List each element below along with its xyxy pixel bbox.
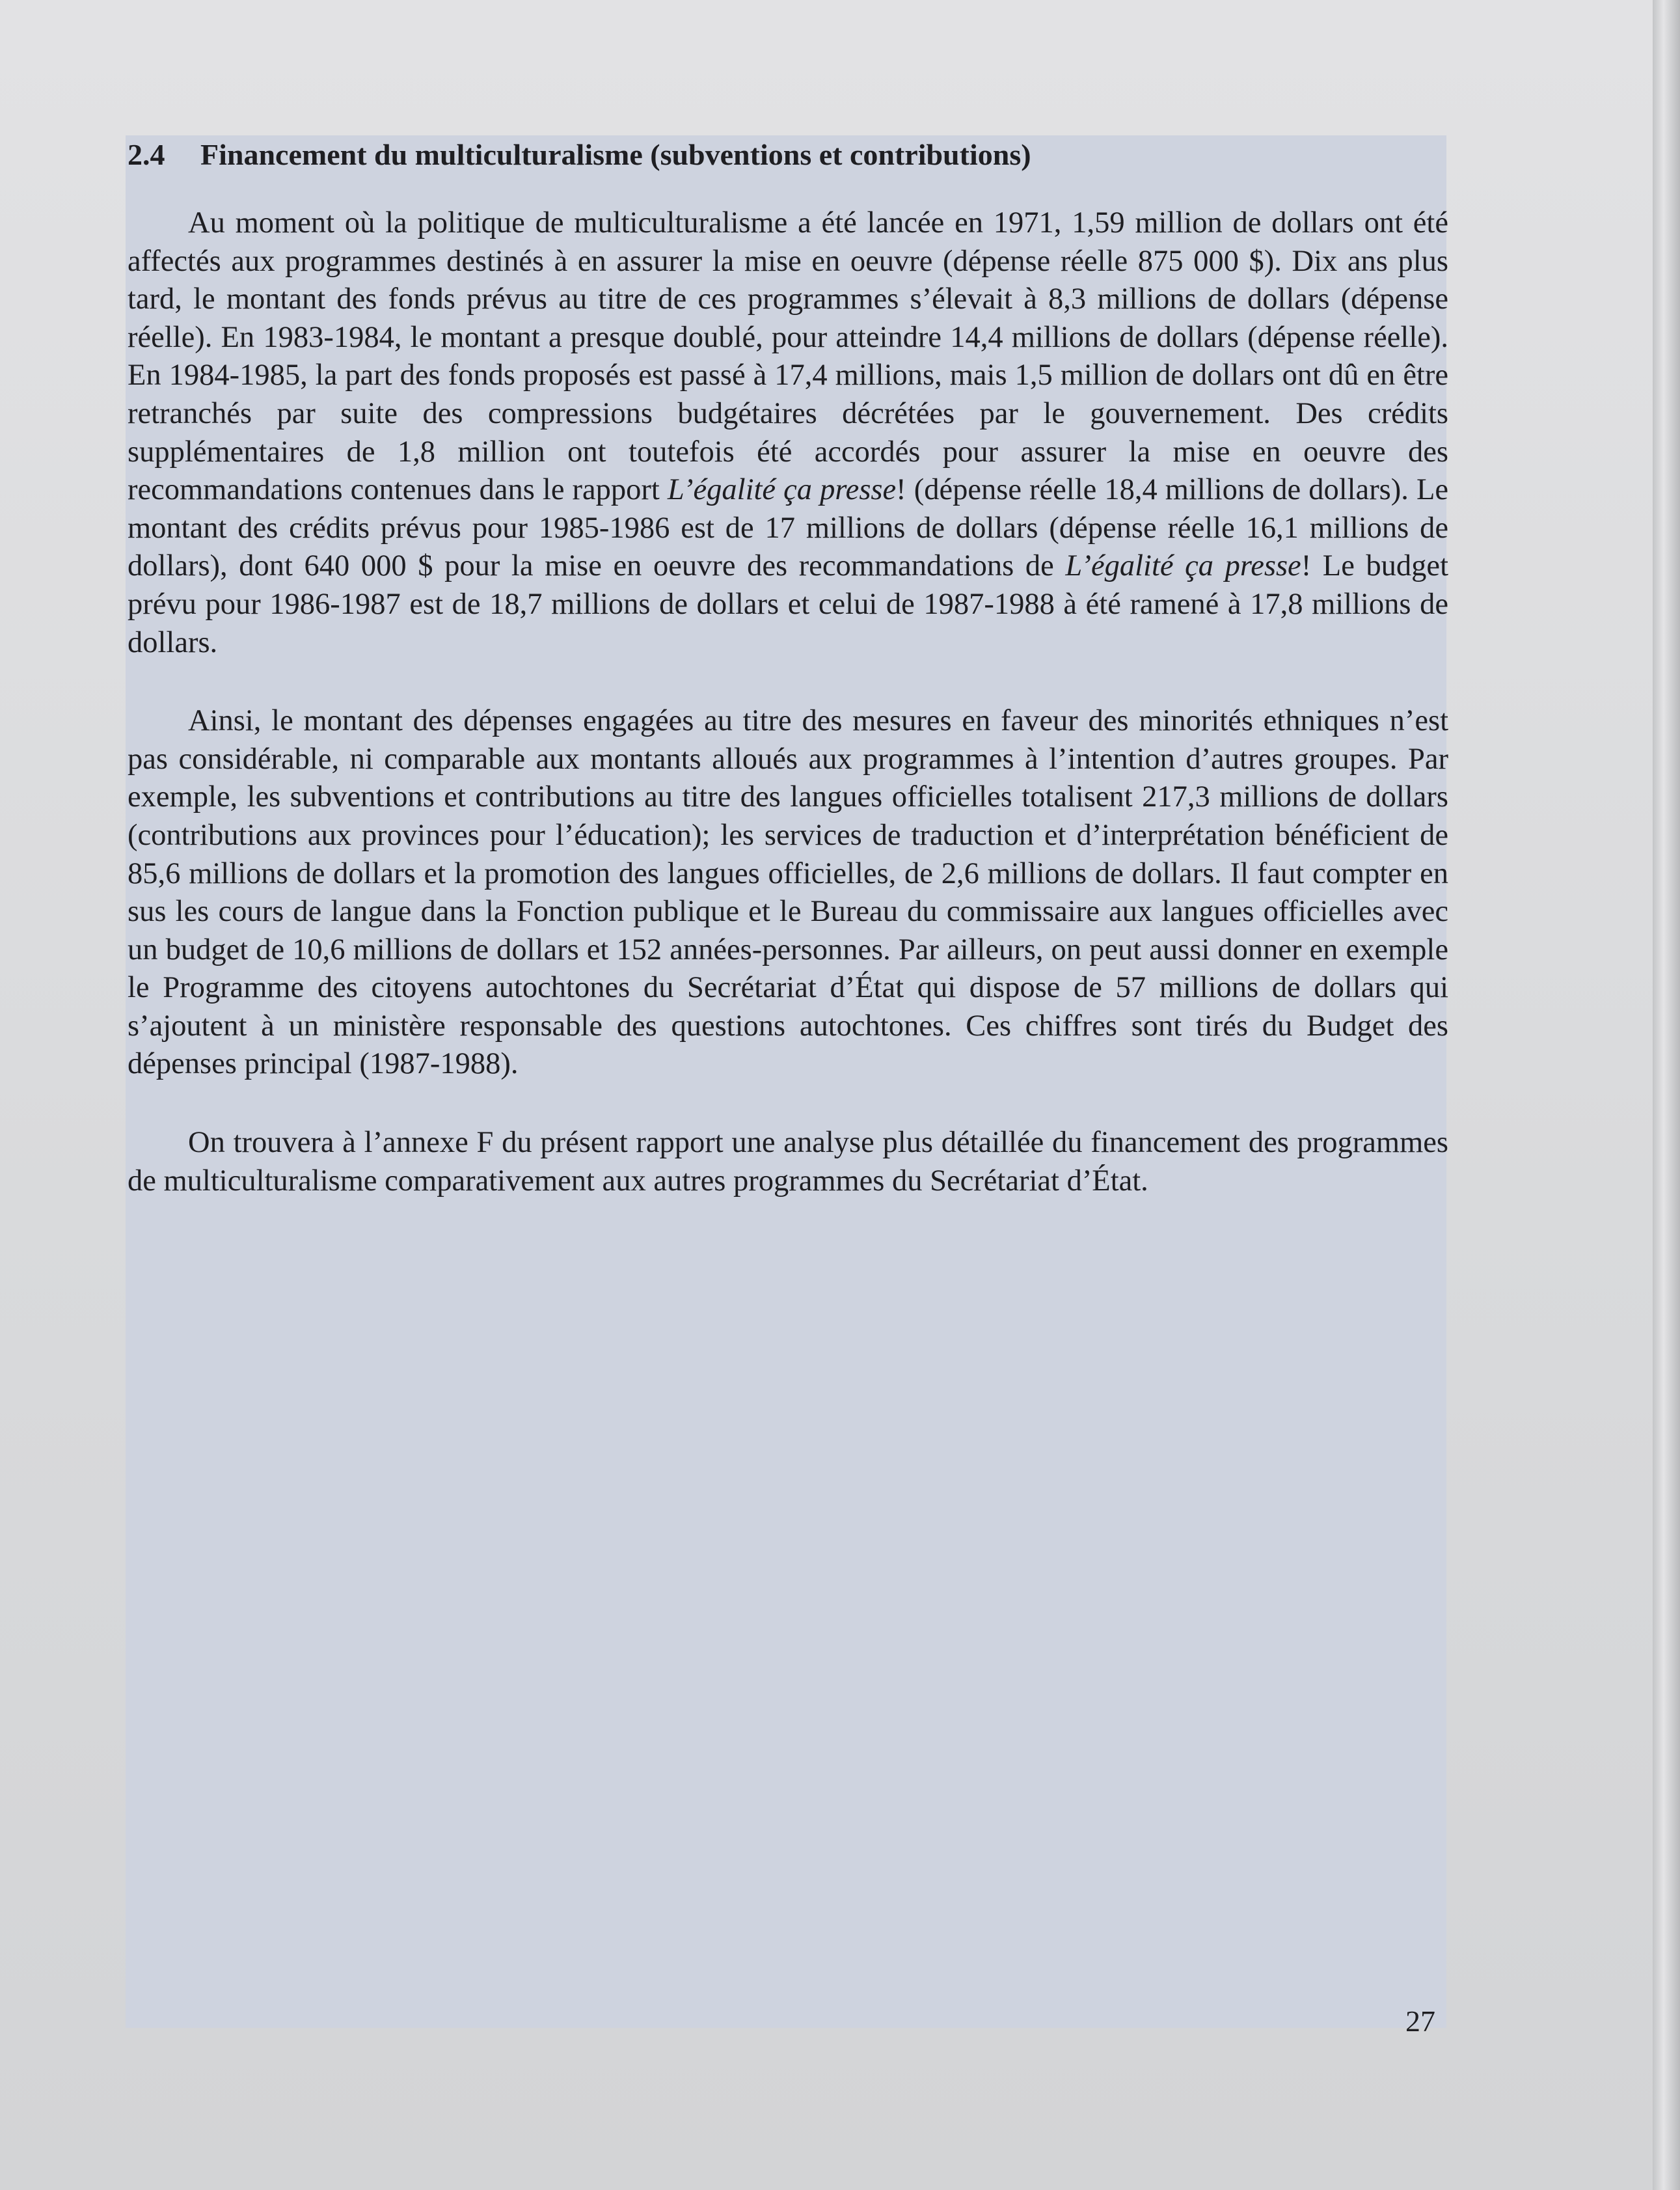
page-content xyxy=(128,134,1448,1200)
paragraph-1-run-3: ! (dépense réelle 18,4 millions de dollars). Le montant des crédits prévus pour 1985-1986 est de 17 millions de dollars (dépense réelle 16,1 millions de dollars), dont 640 000 $ pour la mise en oeuvre des recommandations de xyxy=(128,473,1448,583)
paragraph-1-run-1: Au moment où la politique de multiculturalisme a été lancée en 1971, 1,59 million de dollars ont été affectés aux programmes destinés à en assurer la mise en oeuvre (dépense réelle 875 000 $). Dix ans plus tard, le montant des fonds prévus au titre de ces programmes s’élevait à 8,3 millions de dollars (dépense réelle). En 1983-1984, le montant a presque doublé, pour atteindre 14,4 millions de dollars (dépense réelle). En 1984-1985, la part des fonds proposés est passé à 17,4 millions, mais 1,5 million de dollars ont dû en être retranchés par suite des compressions budgétaires décrétées par le gouvernement. Des crédits supplémentaires de 1,8 million ont toutefois été accordés pour assurer la mise en oeuvre des recommandations contenues dans le rapport xyxy=(128,206,1448,507)
paragraph-1-report-title-2: L’égalité ça presse xyxy=(1065,549,1301,583)
paragraph-3 xyxy=(128,1124,1448,1200)
section-number: 2.4 xyxy=(128,138,165,171)
paragraph-1-report-title-1: L’égalité ça presse xyxy=(667,473,897,507)
paragraph-3-text: On trouvera à l’annexe F du présent rapport une analyse plus détaillée du financement des programmes de multiculturalisme comparativement aux autres programmes du Secrétariat d’État. xyxy=(128,1126,1448,1198)
paragraph-2 xyxy=(128,702,1448,1084)
paragraph-2-text: Ainsi, le montant des dépenses engagées au titre des mesures en faveur des minorités ethniques n’est pas considérable, ni comparable aux montants alloués aux programmes à l’intention d’autres groupes. Par exemple, les subventions et contributions au titre des langues officielles totalisent 217,3 millions de dollars (contributions aux provinces pour l’éducation); les services de traduction et d’interprétation bénéficient de 85,6 millions de dollars et la promotion des langues officielles, de 2,6 millions de dollars. Il faut compter en sus les cours de langue dans la Fonction publique et le Bureau du commissaire aux langues officielles avec un budget de 10,6 millions de dollars et 152 années-personnes. Par ailleurs, on peut aussi donner en exemple le Programme des citoyens autochtones du Secrétariat d’État qui dispose de 57 millions de dollars qui s’ajoutent à un ministère responsable des questions autochtones. Ces chiffres sont tirés du Budget des dépenses principal (1987-1988). xyxy=(128,704,1448,1081)
paragraph-1-run-5: ! Le budget prévu pour 1986-1987 est de 18,7 millions de dollars et celui de 1987-1988 à été ramené à 17,8 millions de dollars. xyxy=(128,549,1448,659)
section-title: Financement du multiculturalisme (subventions et contributions) xyxy=(200,138,1031,171)
page-number: 27 xyxy=(1405,2005,1435,2038)
section-heading xyxy=(128,134,1448,176)
paragraph-1 xyxy=(128,204,1448,662)
page-edge xyxy=(1653,0,1680,2190)
